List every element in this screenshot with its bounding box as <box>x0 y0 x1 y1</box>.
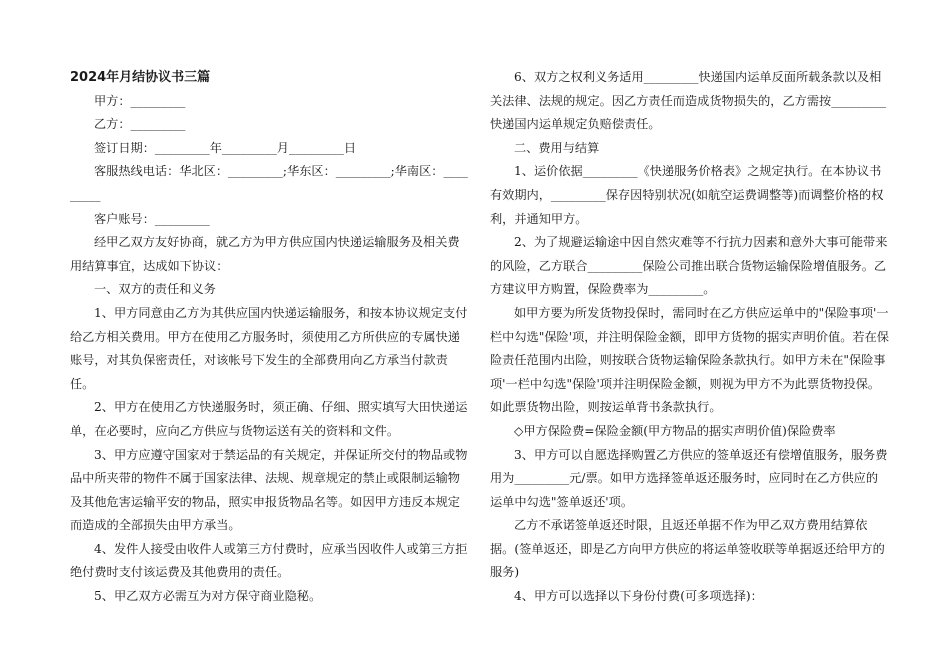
clause-2-2: 2、为了规避运输途中因自然灾难等不行抗力因素和意外大事可能带来的风险，乙方联合_________保险公司推出联合货物运输保险增值服务。乙方建议甲方购置，保险费率为_________。 <box>490 235 888 297</box>
clause-1-2: 2、甲方在使用乙方快递服务时，须正确、仔细、照实填写大田快递运单，在必要时，应向乙方供应与货物运送有关的资料和文件。 <box>70 400 468 438</box>
clause-2-3: 3、甲方可以自愿选择购置乙方供应的签单返还有偿增值服务，服务费用为_________元/票。如甲方选择签单返还服务时，应同时在乙方供应的运单中勾选"签单返还'项。 <box>490 447 888 509</box>
section-heading-duties: 一、双方的责任和义务 <box>94 282 216 297</box>
left-column <box>70 66 470 609</box>
hotline-line: 客服热线电话：华北区：_________;华东区：_________;华南区：_________ <box>70 164 468 202</box>
clause-1-3: 3、甲方应遵守国家对于禁运品的有关规定，并保证所交付的物品或物品中所夹带的物件不属于国家法律、法规、规章规定的禁止或限制运输物及其他危害运输平安的物品，照实申报货物品名等。如因甲方违反本规定而造成的全部损失由甲方承当。 <box>70 447 468 533</box>
preamble-paragraph: 经甲乙双方友好协商，就乙方为甲方供应国内快递运输服务及相关费用结算事宜，达成如下协议： <box>70 235 460 273</box>
document-title: 2024年月结协议书三篇 <box>70 70 211 85</box>
return-note-paragraph: 乙方不承诺签单返还时限，且返还单据不作为甲乙双方费用结算依据。(签单返还，即是乙方向甲方供应的将运单签收联等单据返还给甲方的服务) <box>490 518 885 580</box>
clause-2-4: 4、甲方可以选择以下身份付费(可多项选择)： <box>514 589 763 604</box>
party-a-line: 甲方：_________ <box>94 93 186 108</box>
right-column <box>490 66 890 609</box>
clause-1-1: 1、甲方同意由乙方为其供应国内快递运输服务，和按本协议规定支付给乙方相关费用。甲方在使用乙方服务时，须使用乙方所供应的专属快递账号，对其负保密责任，对该帐号下发生的全部费用向乙方承当付款责任。 <box>70 305 468 391</box>
clause-1-6: 6、双方之权利义务适用_________快递国内运单反面所载条款以及相关法律、法规的规定。因乙方责任而造成货物损失的，乙方需按_________快递国内运单规定负赔偿责任。 <box>490 70 887 132</box>
insurance-paragraph: 如甲方要为所发货物投保时，需同时在乙方供应运单中的"保险事项'一栏中勾选"保险'项，并注明保险金额，即甲方货物的据实声明价值。若在保险责任范围内出险，则按联合货物运输保险条款执行。如甲方未在"保险事项'一栏中勾选"保险'项并注明保险金额，则视为甲方不为此票货物投保。如此票货物出险，则按运单背书条款执行。 <box>490 305 889 415</box>
account-line: 客户账号：_________ <box>94 211 210 226</box>
clause-1-5: 5、甲乙双方必需互为对方保守商业隐秘。 <box>94 589 322 604</box>
section-heading-fees: 二、费用与结算 <box>514 140 600 155</box>
clause-2-1: 1、运价依据_________《快递服务价格表》之规定执行。在本协议书有效期内，_________保存因特别状况(如航空运费调整等)而调整价格的权利，并通知甲方。 <box>490 164 884 226</box>
insurance-formula: ◇甲方保险费=保险金额(甲方物品的据实声明价值)保险费率 <box>514 423 836 438</box>
sign-date-line: 签订日期：_________年_________月_________日 <box>94 140 357 155</box>
party-b-line: 乙方：_________ <box>94 117 186 132</box>
clause-1-4: 4、发件人接受由收件人或第三方付费时，应承当因收件人或第三方拒绝付费时支付该运费及其他费用的责任。 <box>70 541 468 580</box>
